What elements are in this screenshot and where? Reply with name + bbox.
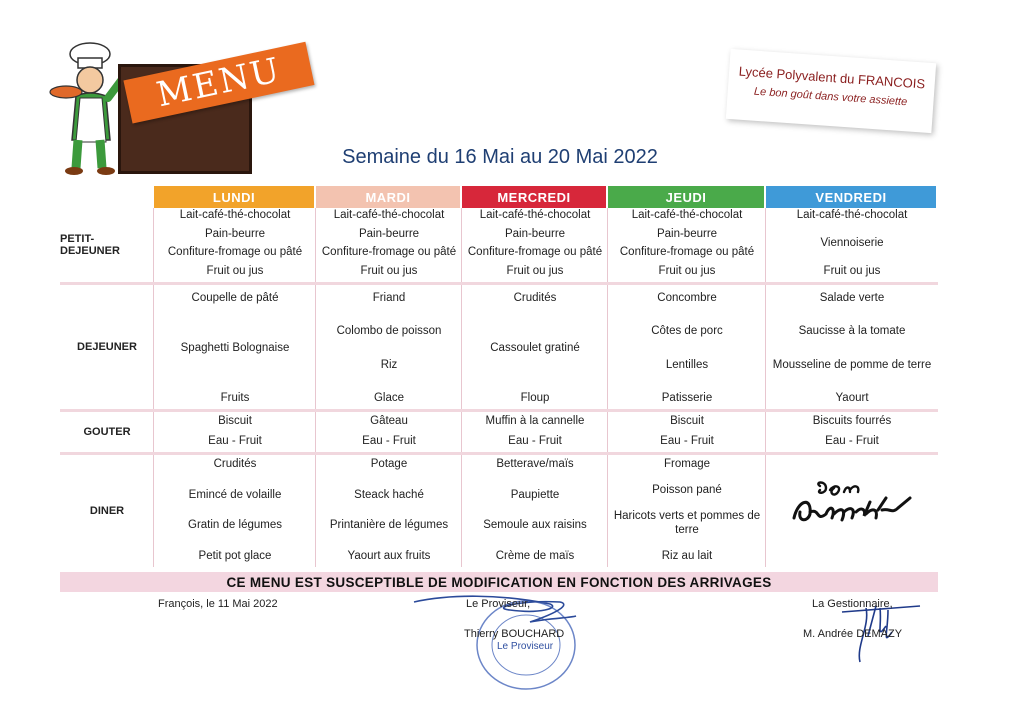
menu-cell-lundi xyxy=(154,412,316,452)
dish-item: Lait-café-thé-chocolat xyxy=(333,209,445,221)
proviseur-name: Thierry BOUCHARD xyxy=(464,628,565,640)
menu-cell-lundi xyxy=(154,285,316,409)
menu-cell-mercredi xyxy=(462,208,608,282)
dish-item: Haricots verts et pommes de terre xyxy=(613,510,761,536)
dish-item: Gratin de légumes xyxy=(188,519,282,532)
day-header-lundi: LUNDI xyxy=(154,186,314,208)
dish-item: Muffin à la cannelle xyxy=(485,415,585,427)
dish-item: Crudités xyxy=(213,458,257,470)
meal-section-gouter xyxy=(60,412,938,452)
meal-label: PETIT-DEJEUNER xyxy=(60,233,120,257)
column-divider xyxy=(315,455,316,567)
dish-item: Pain-beurre xyxy=(358,227,420,240)
menu-banner: MENU xyxy=(123,42,314,124)
menu-cell-jeudi xyxy=(608,455,766,567)
dish-item: Steack haché xyxy=(354,488,424,501)
school-name: Lycée Polyvalent du FRANCOIS xyxy=(738,63,926,92)
dish-item: Fromage xyxy=(663,458,711,470)
school-label xyxy=(726,49,936,133)
dish-item: Paupiette xyxy=(510,488,560,501)
day-header-mardi: MARDI xyxy=(316,186,460,208)
dish-item: Salade verte xyxy=(819,292,885,304)
dish-item: Fruit ou jus xyxy=(206,264,264,277)
dish-item: Confiture-fromage ou pâté xyxy=(619,246,755,259)
menu-cell-jeudi xyxy=(608,285,766,409)
dish-item: Crème de maïs xyxy=(495,549,575,562)
bon-appetit-logo xyxy=(786,478,922,528)
menu-cell-jeudi xyxy=(608,412,766,452)
dish-item: Yaourt aux fruits xyxy=(347,549,431,562)
dish-item: Concombre xyxy=(657,292,717,304)
dish-item: Biscuit xyxy=(670,415,704,427)
dish-item: Colombo de poisson xyxy=(336,325,442,338)
column-divider xyxy=(607,455,608,567)
column-divider xyxy=(461,455,462,567)
dish-item: Cassoulet gratiné xyxy=(490,342,580,354)
dish-item: Lait-café-thé-chocolat xyxy=(179,209,291,221)
dish-item: Lentilles xyxy=(665,358,709,371)
meal-label: GOUTER xyxy=(83,426,131,438)
column-divider xyxy=(461,208,462,282)
dish-item: Pain-beurre xyxy=(656,227,718,240)
dish-item: Floup xyxy=(520,392,550,404)
dish-item: Poisson pané xyxy=(652,484,722,496)
dish-item: Patisserie xyxy=(661,391,713,404)
column-divider xyxy=(153,412,154,452)
dish-item: Glace xyxy=(373,391,405,404)
menu-cell-jeudi xyxy=(608,208,766,282)
dish-item: Spaghetti Bolognaise xyxy=(180,342,290,354)
meal-label: DEJEUNER xyxy=(77,341,137,353)
column-divider xyxy=(153,208,154,282)
menu-cell-mardi xyxy=(316,208,462,282)
dish-item: Eau - Fruit xyxy=(362,435,416,447)
date-line: François, le 11 Mai 2022 xyxy=(158,598,278,610)
dish-item: Emincé de volaille xyxy=(188,488,282,501)
dish-item: Saucisse à la tomate xyxy=(798,325,906,338)
dish-item: Yaourt xyxy=(835,391,869,404)
dish-item: Eau - Fruit xyxy=(825,435,879,447)
dish-item: Crudités xyxy=(513,292,557,304)
dish-item: Betterave/maïs xyxy=(496,458,574,470)
day-header-jeudi: JEUDI xyxy=(608,186,764,208)
meal-label: DINER xyxy=(89,505,125,517)
day-header-vendredi: VENDREDI xyxy=(766,186,936,208)
dish-item: Biscuit xyxy=(218,415,252,427)
dish-item: Eau - Fruit xyxy=(208,435,262,447)
dish-item: Coupelle de pâté xyxy=(191,292,279,304)
menu-cell-mardi xyxy=(316,455,462,567)
menu-cell-mardi xyxy=(316,285,462,409)
menu-cell-mercredi xyxy=(462,285,608,409)
column-divider xyxy=(765,412,766,452)
column-divider xyxy=(461,412,462,452)
dish-item: Confiture-fromage ou pâté xyxy=(467,246,603,259)
dish-item: Riz xyxy=(380,358,398,371)
column-divider xyxy=(461,285,462,409)
dish-item: Fruit ou jus xyxy=(658,264,716,277)
dish-item: Gâteau xyxy=(370,415,408,427)
dish-item: Fruit ou jus xyxy=(823,265,881,277)
dish-item: Fruits xyxy=(220,392,250,404)
dish-item: Lait-café-thé-chocolat xyxy=(479,209,591,221)
column-divider xyxy=(765,455,766,567)
dish-item: Mousseline de pomme de terre xyxy=(772,358,932,371)
dish-item: Pain-beurre xyxy=(204,227,266,240)
column-divider xyxy=(607,412,608,452)
dish-item: Potage xyxy=(370,458,408,470)
dish-item: Viennoiserie xyxy=(820,237,884,249)
dish-item: Lait-café-thé-chocolat xyxy=(631,209,743,221)
dish-item: Confiture-fromage ou pâté xyxy=(167,246,303,259)
menu-cell-vendredi xyxy=(766,208,938,282)
column-divider xyxy=(153,455,154,567)
column-divider xyxy=(315,412,316,452)
dish-item: Eau - Fruit xyxy=(660,435,714,447)
dish-item: Fruit ou jus xyxy=(506,264,564,277)
menu-cell-mercredi xyxy=(462,455,608,567)
menu-cell-lundi xyxy=(154,208,316,282)
column-divider xyxy=(315,208,316,282)
column-divider xyxy=(607,285,608,409)
column-divider xyxy=(315,285,316,409)
column-divider xyxy=(765,208,766,282)
dish-item: Riz au lait xyxy=(661,550,713,562)
column-divider xyxy=(153,285,154,409)
dish-item: Petit pot glace xyxy=(198,549,272,562)
dish-item: Friand xyxy=(372,292,406,304)
dish-item: Semoule aux raisins xyxy=(483,519,587,532)
meal-section-dejeuner xyxy=(60,285,938,409)
day-header-mercredi: MERCREDI xyxy=(462,186,606,208)
menu-cell-vendredi xyxy=(766,412,938,452)
column-divider xyxy=(607,208,608,282)
school-tagline: Le bon goût dans votre assiette xyxy=(753,85,908,109)
menu-cell-mardi xyxy=(316,412,462,452)
dish-item: Printanière de légumes xyxy=(329,519,449,532)
column-divider xyxy=(765,285,766,409)
gestionnaire-name: M. Andrée DEMAZY xyxy=(803,628,903,640)
dish-item: Fruit ou jus xyxy=(360,264,418,277)
meal-section-petit-dejeuner xyxy=(60,208,938,282)
proviseur-title: Le Proviseur, xyxy=(466,598,531,610)
menu-cell-vendredi xyxy=(766,285,938,409)
dish-item: Biscuits fourrés xyxy=(812,415,892,427)
dish-item: Lait-café-thé-chocolat xyxy=(796,209,908,221)
dish-item: Confiture-fromage ou pâté xyxy=(321,246,457,259)
dish-item: Côtes de porc xyxy=(651,325,723,338)
page-title: Semaine du 16 Mai au 20 Mai 2022 xyxy=(342,146,658,168)
menu-cell-lundi xyxy=(154,455,316,567)
notice-banner: CE MENU EST SUSCEPTIBLE DE MODIFICATION EN FONCTION DES ARRIVAGES xyxy=(60,572,938,592)
gestionnaire-title: La Gestionnaire, xyxy=(812,598,893,610)
dish-item: Eau - Fruit xyxy=(508,435,562,447)
stamp-label: Le Proviseur xyxy=(497,641,554,652)
dish-item: Pain-beurre xyxy=(504,227,566,240)
menu-cell-mercredi xyxy=(462,412,608,452)
